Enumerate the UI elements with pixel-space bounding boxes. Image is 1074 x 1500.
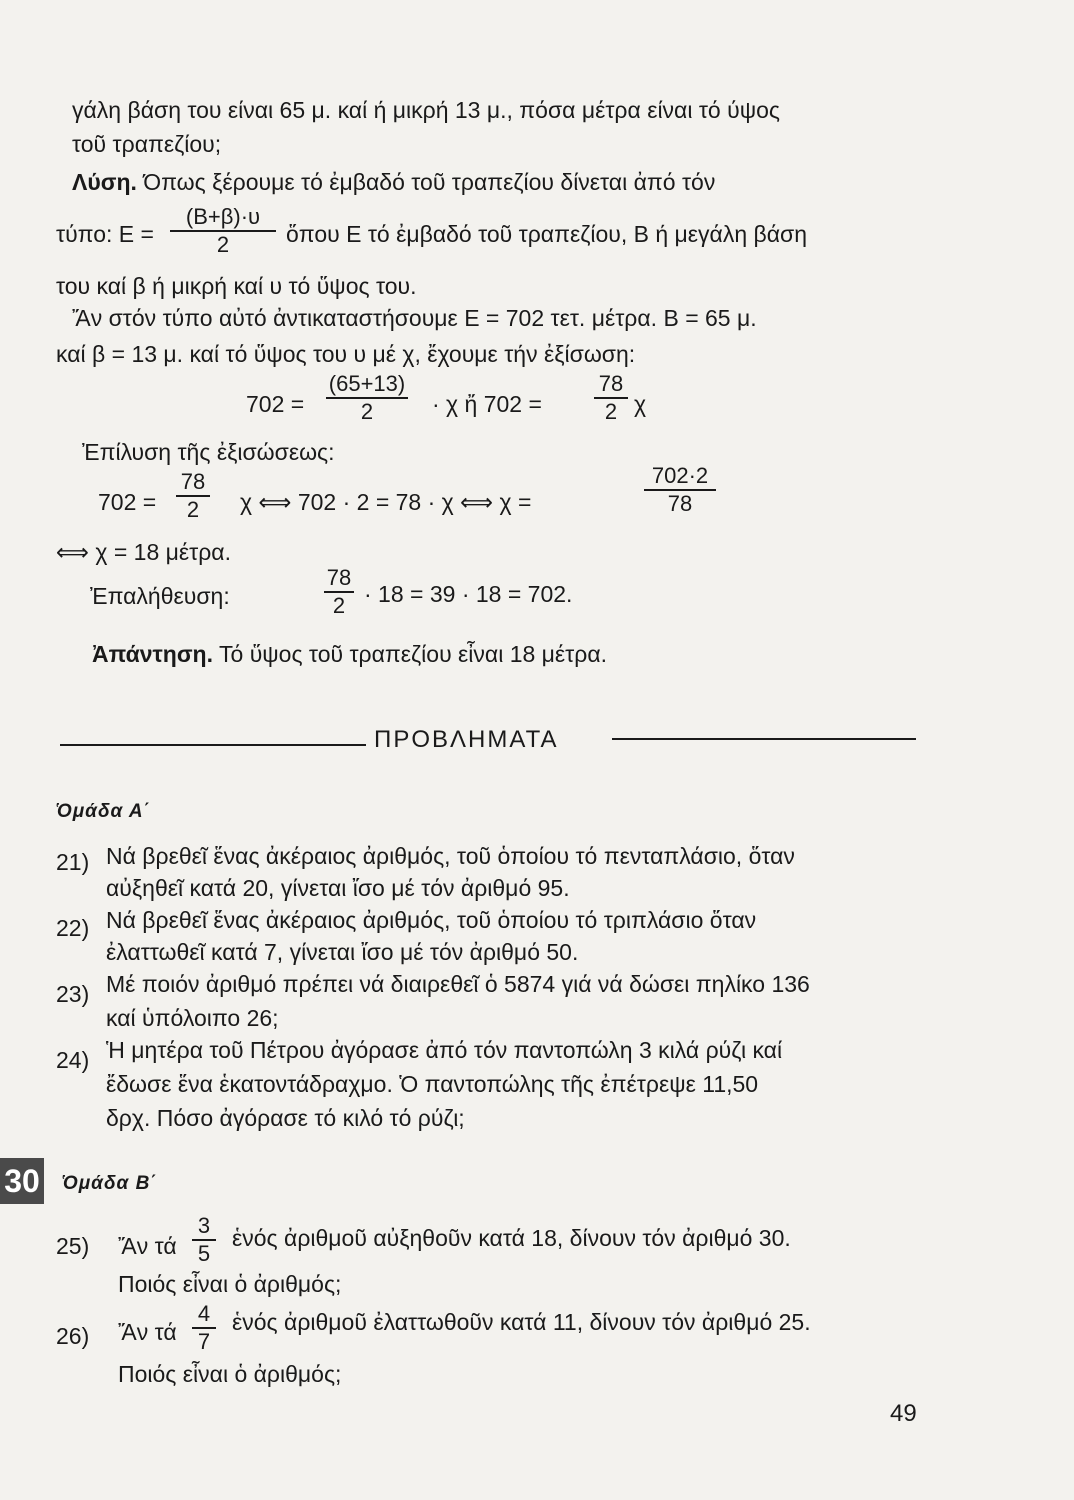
problem-23-line-2: καί ὑπόλοιπο 26; (106, 1005, 279, 1031)
problem-26-post: ἑνός ἀριθμοῦ ἐλαττωθοῦν κατά 11, δίνουν τόν ἀριθμό 25. (232, 1309, 811, 1335)
problem-21-line-1: Νά βρεθεῖ ἕνας ἀκέραιος ἀριθμός, τοῦ ὁποίου τό πενταπλάσιο, ὅταν (106, 843, 795, 869)
eq1-denominator: 2 (360, 399, 374, 424)
problem-24-line-1: Ἡ μητέρα τοῦ Πέτρου ἀγόρασε ἀπό τόν παντοπώλη 3 κιλά ρύζι καί (106, 1037, 783, 1063)
problem-26-denominator: 7 (197, 1329, 211, 1354)
intro-line-1: γάλη βάση του είναι 65 μ. καί ή μικρή 13 μ., πόσα μέτρα είναι τό ύψος (72, 97, 780, 123)
eq1-numerator-2: 78 (598, 371, 624, 396)
problem-25-pre: Ἄν τά (118, 1233, 177, 1259)
problem-25-num: 25) (56, 1233, 90, 1259)
section-rule-right (612, 738, 916, 740)
eq2-denominator: 2 (186, 497, 200, 522)
eq1-numerator: (65+13) (328, 371, 406, 396)
verify-label: Ἐπαλήθευση: (90, 583, 230, 609)
problem-24-num: 24) (56, 1047, 90, 1073)
problem-26-num: 26) (56, 1323, 90, 1349)
group-b-heading: Ὁμάδα Β΄ (62, 1173, 158, 1194)
solution-line-3: του καί β ή μικρή καί υ τό ὕψος του. (56, 273, 417, 299)
answer-text: Τό ὕψος τοῦ τραπεζίου εἶναι 18 μέτρα. (218, 641, 608, 667)
group-a-heading: Ὁμάδα Α΄ (56, 801, 151, 822)
eq1-middle: · χ ἤ 702 = (432, 391, 542, 417)
answer-label: Ἀπάντηση. (92, 641, 213, 667)
solution-line-4: Ἄν στόν τύπο αὐτό ἀντικαταστήσουμε Ε = 702 τετ. μέτρα. Β = 65 μ. (72, 305, 757, 331)
problem-23-line-1: Μέ ποιόν ἀριθμό πρέπει νά διαιρεθεῖ ὁ 5874 γιά νά δώσει πηλίκο 136 (106, 971, 810, 997)
verify-denominator: 2 (332, 593, 346, 618)
eq2-denominator-2: 78 (667, 491, 693, 516)
problem-22-num: 22) (56, 915, 90, 941)
problem-25-fraction (192, 1214, 216, 1266)
problem-26-line-2: Ποιός εἶναι ὁ ἀριθμός; (118, 1361, 342, 1387)
solution-text: Όπως ξέρουμε τό ἐμβαδό τοῦ τραπεζίου δίνεται ἀπό τόν (143, 169, 716, 195)
solution-line-5: καί β = 13 μ. καί τό ὕψος του υ μέ χ, ἔχουμε τήν ἐξίσωση: (56, 341, 636, 367)
intro-line-2: τοῦ τραπεζίου; (72, 131, 222, 157)
verify-numerator: 78 (326, 565, 352, 590)
problem-25-post: ἑνός ἀριθμοῦ αὐξηθοῦν κατά 18, δίνουν τόν ἀριθμό 30. (232, 1225, 791, 1251)
problem-22-line-2: ἐλαττωθεῖ κατά 7, γίνεται ἴσο μέ τόν ἀριθμό 50. (106, 939, 579, 965)
eq1-variable: χ (634, 391, 647, 417)
solve-label: Ἐπίλυση τῆς ἐξισώσεως: (82, 439, 335, 465)
eq2-middle: χ ⟺ 702 · 2 = 78 · χ ⟺ χ = (240, 489, 532, 515)
problem-25-numerator: 3 (197, 1213, 211, 1238)
eq2-numerator-2: 702·2 (651, 463, 709, 488)
section-rule-left (60, 744, 366, 746)
section-title: ΠΡΟΒΛΗΜΑΤΑ (374, 726, 559, 753)
problem-23-num: 23) (56, 981, 90, 1007)
chapter-tab: 30 (0, 1158, 44, 1204)
answer-line (92, 640, 607, 668)
verify-fraction (324, 566, 354, 618)
formula-suffix: ὅπου Ε τό ἐμβαδό τοῦ τραπεζίου, Β ή μεγάλη βάση (286, 221, 808, 247)
verify-rest: · 18 = 39 · 18 = 702. (364, 581, 573, 607)
problem-25-denominator: 5 (197, 1241, 211, 1266)
problem-24-line-3: δρχ. Πόσο ἀγόρασε τό κιλό τό ρύζι; (106, 1105, 465, 1131)
problem-26-numerator: 4 (197, 1301, 211, 1326)
formula-denominator: 2 (216, 232, 230, 257)
formula-numerator: (Β+β)·υ (185, 204, 261, 229)
problem-24-line-2: ἔδωσε ἕνα ἑκατοντάδραχμο. Ὁ παντοπώλης τῆς ἐπέτρεψε 11,50 (106, 1071, 759, 1097)
eq1-fraction (326, 372, 408, 424)
eq2-fraction-2 (644, 464, 716, 516)
solution-line-1 (72, 168, 715, 196)
eq2-fraction (176, 470, 210, 522)
page-number: 49 (890, 1400, 917, 1427)
eq2-left: 702 = (98, 489, 157, 515)
formula-prefix: τύπο: Ε = (56, 221, 154, 247)
eq1-denominator-2: 2 (604, 399, 618, 424)
problem-26-fraction (192, 1302, 216, 1354)
problem-26-pre: Ἄν τά (118, 1319, 177, 1345)
problem-22-line-1: Νά βρεθεῖ ἕνας ἀκέραιος ἀριθμός, τοῦ ὁποίου τό τριπλάσιο ὅταν (106, 907, 757, 933)
solution-label: Λύση. (72, 169, 137, 195)
problem-21-line-2: αὐξηθεῖ κατά 20, γίνεται ἴσο μέ τόν ἀριθμό 95. (106, 875, 570, 901)
eq2-numerator: 78 (180, 469, 206, 494)
problem-25-line-2: Ποιός εἶναι ὁ ἀριθμός; (118, 1271, 342, 1297)
eq3-line: ⟺ χ = 18 μέτρα. (56, 539, 231, 565)
eq1-fraction-2 (594, 372, 628, 424)
eq1-left: 702 = (246, 391, 305, 417)
formula-fraction (170, 205, 276, 257)
problem-21-num: 21) (56, 849, 90, 875)
